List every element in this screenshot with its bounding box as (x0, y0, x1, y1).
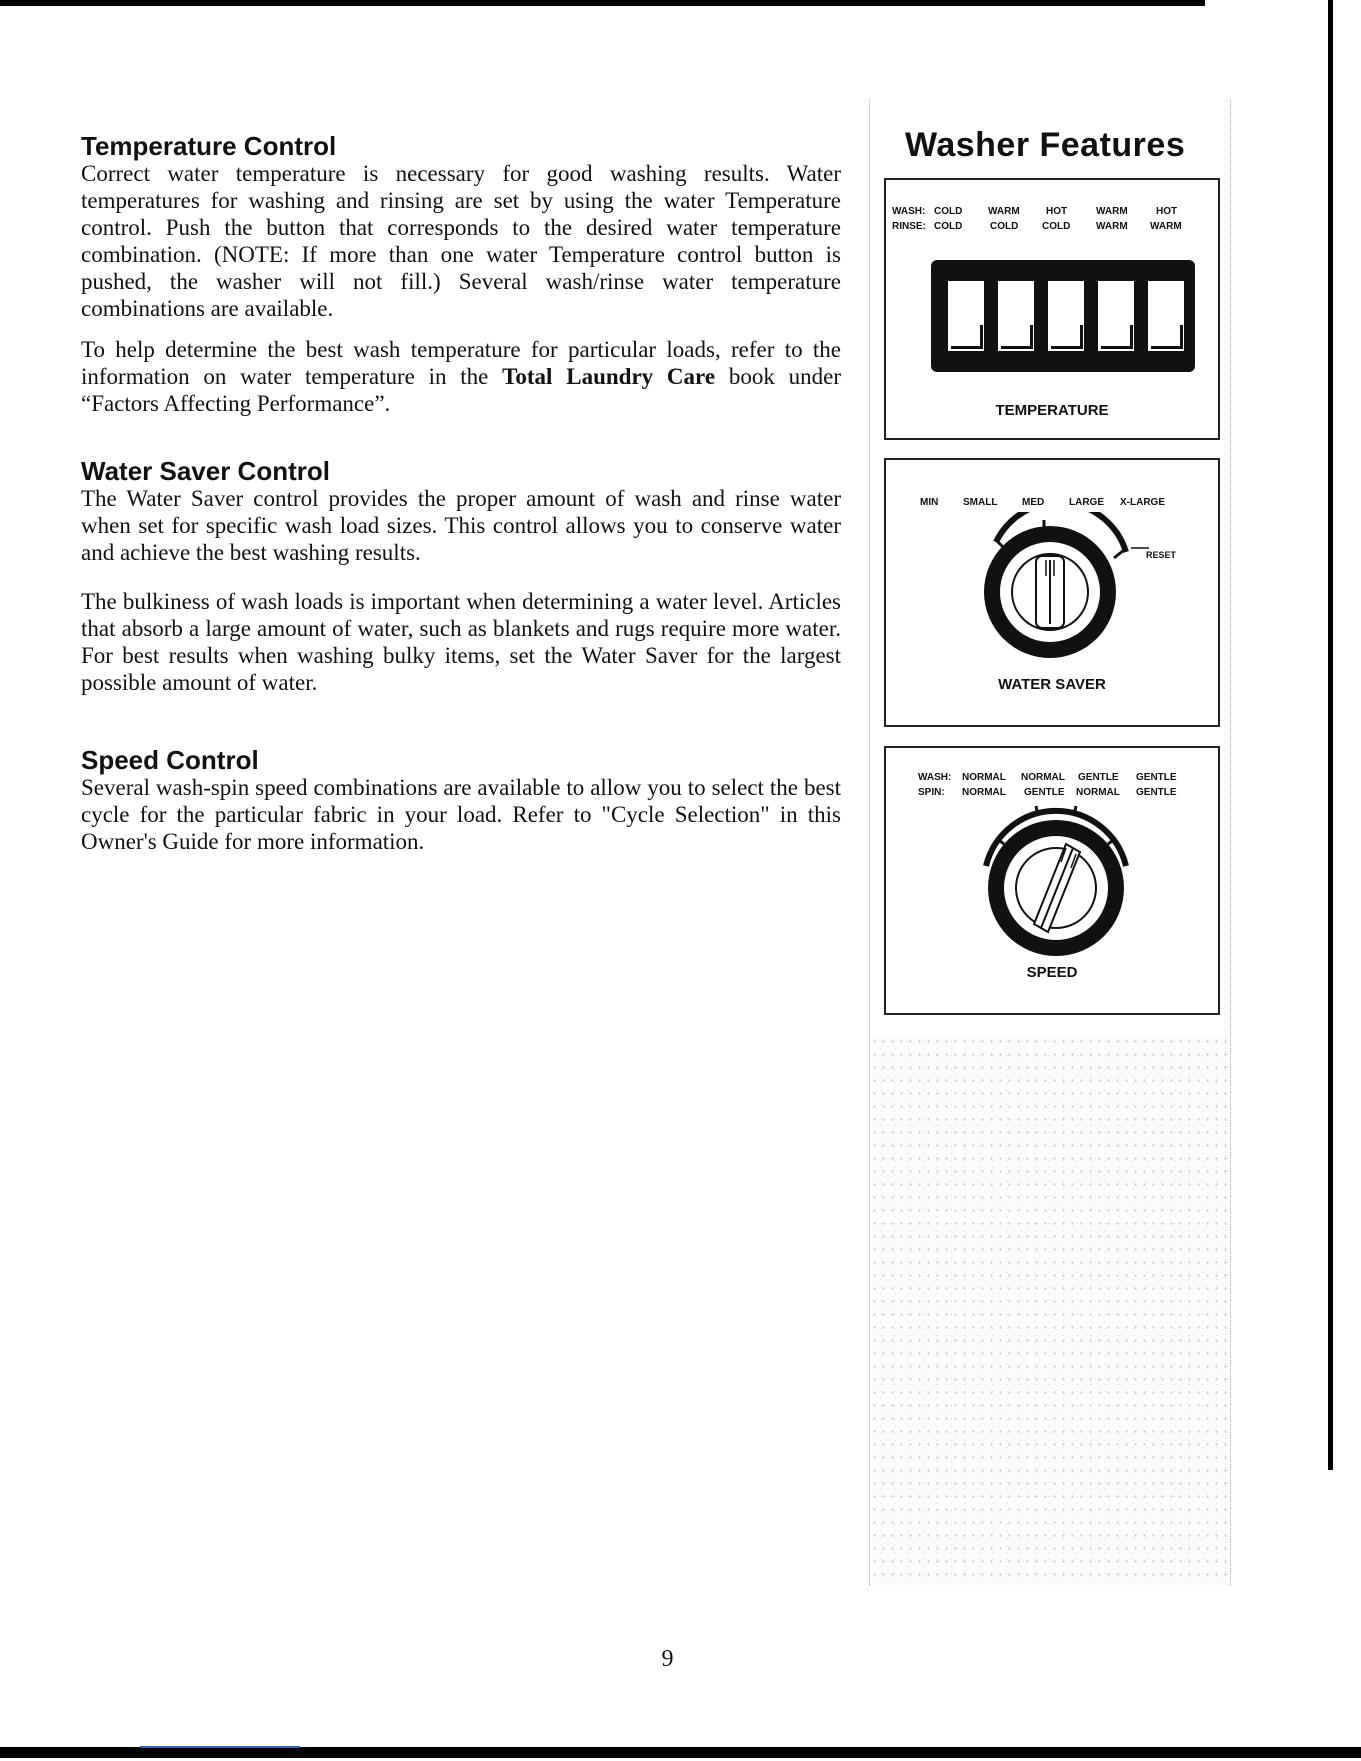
temperature-control-heading: Temperature Control (81, 131, 337, 161)
temperature-control-paragraph-1: Correct water temperature is necessary for good washing results. Water temperatures for washing and rinsing are set by using the water Temperature control. Push the button that corresponds to the desired water temperature combination. (NOTE: If more than one water Temperature control button is pushed, the washer will not fill.) Several wash/rinse water temperature combinations are available. (81, 161, 841, 321)
temp-wash-value: HOT (1156, 206, 1178, 217)
temperature-button-cold-cold[interactable] (943, 276, 989, 356)
bottom-rule (0, 1747, 1361, 1758)
water-level-min: MIN (920, 497, 939, 508)
speed-wash-value: NORMAL (962, 772, 1006, 783)
speed-panel (884, 746, 1220, 1015)
speed-dial[interactable] (966, 796, 1146, 961)
water-level-x-large: X-LARGE (1120, 497, 1165, 508)
temp-wash-value: HOT (1046, 206, 1068, 217)
speed-wash-row-label: WASH: (918, 772, 952, 783)
p2-text-before: To help determine the best wash temperature for particular loads, refer to the information on water temperature in the (81, 337, 841, 389)
temp-wash-value: WARM (988, 206, 1020, 217)
temp-rinse-value: COLD (990, 221, 1019, 232)
temp-rinse-value: COLD (1042, 221, 1071, 232)
speed-control-heading: Speed Control (81, 745, 259, 775)
water-level-large: LARGE (1069, 497, 1104, 508)
speed-spin-row-label: SPIN: (918, 787, 945, 798)
speed-spin-value: NORMAL (1076, 787, 1120, 798)
temperature-button-warm-cold[interactable] (993, 276, 1039, 356)
water-saver-control-section (81, 457, 841, 696)
temp-rinse-value: WARM (1096, 221, 1128, 232)
p2-text-after: book under “Factors Affecting Performance”. (81, 364, 841, 416)
water-saver-caption: WATER SAVER (998, 676, 1106, 693)
total-laundry-care-title: Total Laundry Care (502, 364, 716, 389)
temp-wash-value: WARM (1096, 206, 1128, 217)
speed-wash-value: GENTLE (1136, 772, 1177, 783)
wash-row-label: WASH: (892, 206, 926, 217)
water-saver-paragraph-1: The Water Saver control provides the proper amount of wash and rinse water when set for specific wash load sizes. This control allows you to conserve water and achieve the best washing results. (81, 486, 841, 565)
temperature-button-hot-warm[interactable] (1143, 276, 1189, 356)
top-rule (0, 0, 1205, 6)
washer-features-title: Washer Features (905, 126, 1186, 164)
sidebar-speckle-background (870, 1035, 1228, 1585)
temperature-button-warm-warm[interactable] (1093, 276, 1139, 356)
page-number: 9 (661, 1646, 674, 1672)
right-margin-rule (1328, 0, 1333, 1470)
reset-label: RESET (1146, 550, 1177, 560)
rinse-row-label: RINSE: (892, 221, 926, 232)
speed-wash-value: NORMAL (1021, 772, 1065, 783)
speed-caption: SPEED (1026, 964, 1078, 981)
water-saver-control-heading: Water Saver Control (81, 456, 330, 486)
temperature-panel (884, 178, 1220, 440)
water-saver-dial[interactable] (956, 512, 1156, 662)
speed-spin-value: GENTLE (1024, 787, 1065, 798)
speed-spin-value: GENTLE (1136, 787, 1177, 798)
speed-spin-value: NORMAL (962, 787, 1006, 798)
water-level-med: MED (1022, 497, 1045, 508)
speed-wash-value: GENTLE (1078, 772, 1119, 783)
temp-rinse-value: COLD (934, 221, 963, 232)
temperature-button-hot-cold[interactable] (1043, 276, 1089, 356)
speed-control-section (81, 746, 841, 855)
temperature-button-bar (931, 260, 1195, 372)
temperature-caption: TEMPERATURE (995, 402, 1109, 419)
water-level-small: SMALL (963, 497, 998, 508)
temperature-control-section (81, 132, 841, 417)
bottom-rule-accent (140, 1746, 300, 1748)
speed-control-paragraph: Several wash-spin speed combinations are available to allow you to select the best cycle for the particular fabric in your load. Refer to "Cycle Selection" in this Owner's Guide for more information. (81, 775, 841, 854)
temperature-control-paragraph-2 (81, 336, 841, 417)
water-saver-panel (884, 458, 1220, 727)
temp-wash-value: COLD (934, 206, 963, 217)
temp-rinse-value: WARM (1150, 221, 1182, 232)
water-saver-paragraph-2: The bulkiness of wash loads is important when determining a water level. Articles that absorb a large amount of water, such as blankets and rugs require more water. For best results when washing bulky items, set the Water Saver for the largest possible amount of water. (81, 589, 841, 695)
